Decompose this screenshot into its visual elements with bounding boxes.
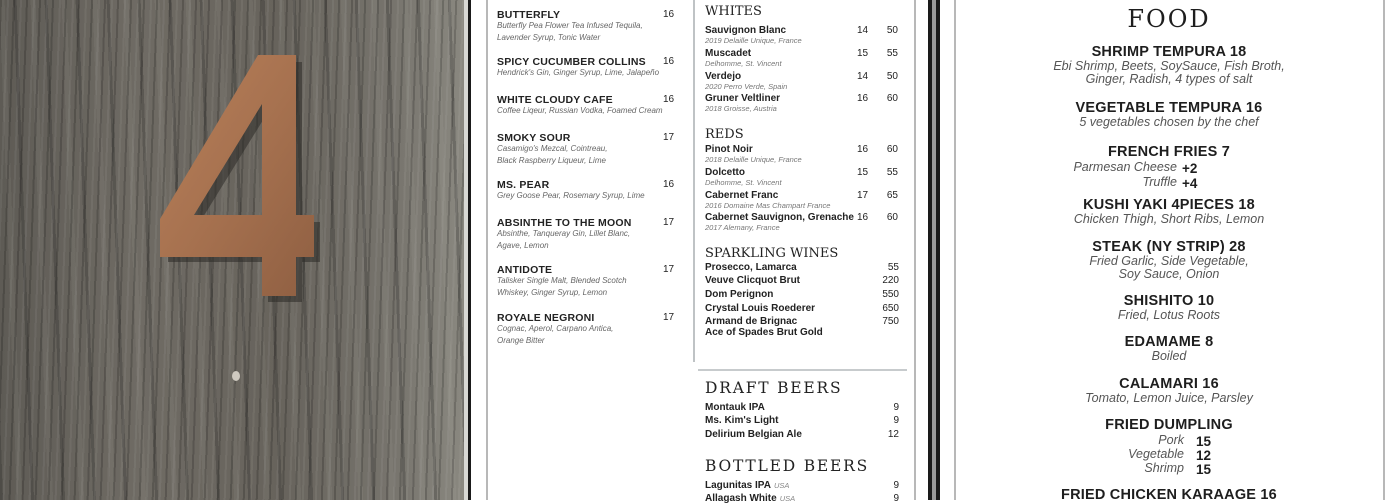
wine-bottle-price: 50 <box>886 25 898 36</box>
house-number-four-icon <box>0 0 464 500</box>
food-option-label: Truffle <box>1142 175 1177 189</box>
food-item-name: VEGETABLE TEMPURA 16 <box>1075 100 1263 116</box>
wine-glass-price: 16 <box>857 93 869 104</box>
beer-name: Montauk IPA <box>705 402 765 413</box>
cocktail-description: Coffee Liqeur, Russian Vodka, Foamed Cream <box>497 106 663 115</box>
wine-name: Verdejo <box>705 71 742 82</box>
sparkling-wine-name: Veuve Clicquot Brut <box>705 275 801 286</box>
food-item-name: CALAMARI 16 <box>1119 376 1219 392</box>
beer-price: 9 <box>893 493 899 504</box>
menu-edge <box>468 0 471 500</box>
food-item-description: Ebi Shrimp, Beets, SoySauce, Fish Broth, <box>1053 59 1285 73</box>
beer-name-label: Allagash White <box>705 493 777 504</box>
cocktail-name: ABSINTHE TO THE MOON <box>497 217 632 229</box>
beer-name <box>705 494 795 504</box>
cocktail-price: 16 <box>663 179 675 190</box>
wine-glass-price: 16 <box>857 144 869 155</box>
cocktail-description: Talisker Single Malt, Blended Scotch <box>497 276 627 285</box>
food-item-name: SHRIMP TEMPURA 18 <box>1091 44 1247 60</box>
beer-origin: USA <box>773 481 790 490</box>
wine-section-heading: REDS <box>705 127 744 142</box>
wine-name: Muscadet <box>705 48 752 59</box>
food-item-name: EDAMAME 8 <box>1124 334 1214 350</box>
wine-bottle-price: 65 <box>886 190 898 201</box>
food-option-price: +2 <box>1182 161 1198 176</box>
food-title: FOOD <box>1127 5 1211 33</box>
food-option-price: +4 <box>1182 176 1198 191</box>
sparkling-wine-name: Crystal Louis Roederer <box>705 303 816 314</box>
wine-section-heading: WHITES <box>705 4 762 19</box>
food-item-description: Ginger, Radish, 4 types of salt <box>1085 72 1253 86</box>
wine-vintage: 2016 Domaine Mas Champart France <box>705 201 831 210</box>
cocktail-price: 17 <box>663 217 675 228</box>
cocktail-price: 16 <box>663 9 675 20</box>
wine-name: Pinot Noir <box>705 144 753 155</box>
cocktail-name: SPICY CUCUMBER COLLINS <box>497 56 646 68</box>
wine-name: Cabernet Franc <box>705 190 779 201</box>
food-item-description: Soy Sauce, Onion <box>1118 267 1220 281</box>
sparkling-wine-name: Prosecco, Lamarca <box>705 262 797 273</box>
food-option-price: 12 <box>1196 448 1212 463</box>
sparkling-wine-name: Armand de Brignac <box>705 316 798 327</box>
section-divider <box>698 369 907 371</box>
sparkling-wine-name: Ace of Spades Brut Gold <box>705 327 823 338</box>
cocktail-description: Black Raspberry Liqueur, Lime <box>497 156 606 165</box>
food-menu-border <box>1383 0 1385 500</box>
menu-border <box>486 0 488 500</box>
cocktail-name: ANTIDOTE <box>497 264 553 276</box>
cocktail-description: Butterfly Pea Flower Tea Infused Tequila, <box>497 21 643 30</box>
food-item-description: Boiled <box>1151 349 1187 363</box>
food-item-name: FRIED DUMPLING <box>1105 417 1233 433</box>
cocktail-name: MS. PEAR <box>497 179 550 191</box>
food-item-description: Chicken Thigh, Short Ribs, Lemon <box>1073 212 1265 226</box>
wine-bottle-price: 60 <box>886 212 898 223</box>
wine-vintage: 2018 Groisse, Austria <box>705 104 777 113</box>
beer-price: 9 <box>893 415 899 426</box>
beer-name <box>705 481 789 491</box>
door-photo <box>0 0 464 500</box>
wine-vintage: 2017 Alemany, France <box>705 223 780 232</box>
cocktail-name: SMOKY SOUR <box>497 132 571 144</box>
wine-vintage: 2018 Delaille Unique, France <box>705 155 802 164</box>
beer-origin: USA <box>779 494 796 503</box>
sparkling-wine-price: 750 <box>882 316 899 327</box>
food-item-description: Tomato, Lemon Juice, Parsley <box>1085 391 1253 405</box>
wine-vintage: Delhomme, St. Vincent <box>705 59 782 68</box>
food-item-name: SHISHITO 10 <box>1123 293 1215 309</box>
food-item-description: Fried, Lotus Roots <box>1117 308 1221 322</box>
food-item-name: STEAK (NY STRIP) 28 <box>1092 239 1246 255</box>
food-option-label: Parmesan Cheese <box>1073 160 1177 174</box>
sparkling-wine-price: 55 <box>887 262 899 273</box>
beer-price: 9 <box>893 480 899 491</box>
wine-bottle-price: 50 <box>886 71 898 82</box>
cocktail-price: 17 <box>663 132 675 143</box>
sparkling-wine-price: 650 <box>882 303 899 314</box>
cocktail-price: 17 <box>663 312 675 323</box>
food-item-name: KUSHI YAKI 4PIECES 18 <box>1083 197 1255 213</box>
wine-glass-price: 16 <box>857 212 869 223</box>
wine-glass-price: 14 <box>857 25 869 36</box>
cocktail-description: Cognac, Aperol, Carpano Antica, <box>497 324 614 333</box>
beer-name-label: Lagunitas IPA <box>705 480 771 491</box>
cocktail-description: Absinthe, Tanqueray Gin, Lillet Blanc, <box>497 229 631 238</box>
beer-price: 9 <box>893 402 899 413</box>
wine-section-heading: SPARKLING WINES <box>705 246 839 261</box>
food-option-price: 15 <box>1196 462 1212 477</box>
cocktail-description: Agave, Lemon <box>497 241 549 250</box>
beer-section-heading: BOTTLED BEERS <box>705 457 870 475</box>
wine-glass-price: 14 <box>857 71 869 82</box>
beer-name: Ms. Kim's Light <box>705 415 779 426</box>
cocktail-price: 16 <box>663 56 675 67</box>
wine-glass-price: 15 <box>857 48 869 59</box>
beer-price: 12 <box>887 429 899 440</box>
food-item-description: Fried Garlic, Side Vegetable, <box>1089 254 1249 268</box>
food-item-name: FRIED CHICKEN KARAAGE 16 <box>1061 487 1277 503</box>
food-option-price: 15 <box>1196 434 1212 449</box>
wine-bottle-price: 60 <box>886 93 898 104</box>
cocktail-name: WHITE CLOUDY CAFE <box>497 94 613 106</box>
wine-name: Dolcetto <box>705 167 745 178</box>
beer-section-heading: DRAFT BEERS <box>705 379 843 397</box>
wine-bottle-price: 55 <box>886 48 898 59</box>
menu-edge <box>936 0 940 500</box>
wine-name: Gruner Veltliner <box>705 93 781 104</box>
cocktail-description: Hendrick's Gin, Ginger Syrup, Lime, Jalapeño <box>497 68 660 77</box>
cocktail-description: Lavender Syrup, Tonic Water <box>497 33 601 42</box>
cocktail-price: 16 <box>663 94 675 105</box>
food-item-description: 5 vegetables chosen by the chef <box>1079 115 1259 129</box>
cocktail-description: Grey Goose Pear, Rosemary Syrup, Lime <box>497 191 645 200</box>
wine-vintage: 2020 Perro Verde, Spain <box>705 82 788 91</box>
sparkling-wine-price: 220 <box>882 275 899 286</box>
food-item-name: FRENCH FRIES 7 <box>1107 144 1231 160</box>
sparkling-wine-price: 550 <box>882 289 899 300</box>
wine-vintage: 2019 Delaille Unique, France <box>705 36 802 45</box>
column-divider <box>693 0 695 362</box>
cocktail-name: BUTTERFLY <box>497 9 561 21</box>
wine-glass-price: 15 <box>857 167 869 178</box>
wine-bottle-price: 60 <box>886 144 898 155</box>
wine-vintage: Delhomme, St. Vincent <box>705 178 782 187</box>
wine-bottle-price: 55 <box>886 167 898 178</box>
cocktail-description: Orange Bitter <box>497 336 545 345</box>
wine-name: Sauvignon Blanc <box>705 25 787 36</box>
food-option-label: Vegetable <box>1128 447 1184 461</box>
cocktail-price: 17 <box>663 264 675 275</box>
cocktail-description: Whiskey, Ginger Syrup, Lemon <box>497 288 608 297</box>
cocktail-name: ROYALE NEGRONI <box>497 312 595 324</box>
wine-glass-price: 17 <box>857 190 869 201</box>
wine-name: Cabernet Sauvignon, Grenache <box>705 212 854 223</box>
food-option-label: Pork <box>1158 433 1184 447</box>
cocktail-description: Casamigo's Mezcal, Cointreau, <box>497 144 608 153</box>
beer-name: Delirium Belgian Ale <box>705 429 802 440</box>
menu-border <box>914 0 916 500</box>
food-option-label: Shrimp <box>1144 461 1184 475</box>
sparkling-wine-name: Dom Perignon <box>705 289 774 300</box>
